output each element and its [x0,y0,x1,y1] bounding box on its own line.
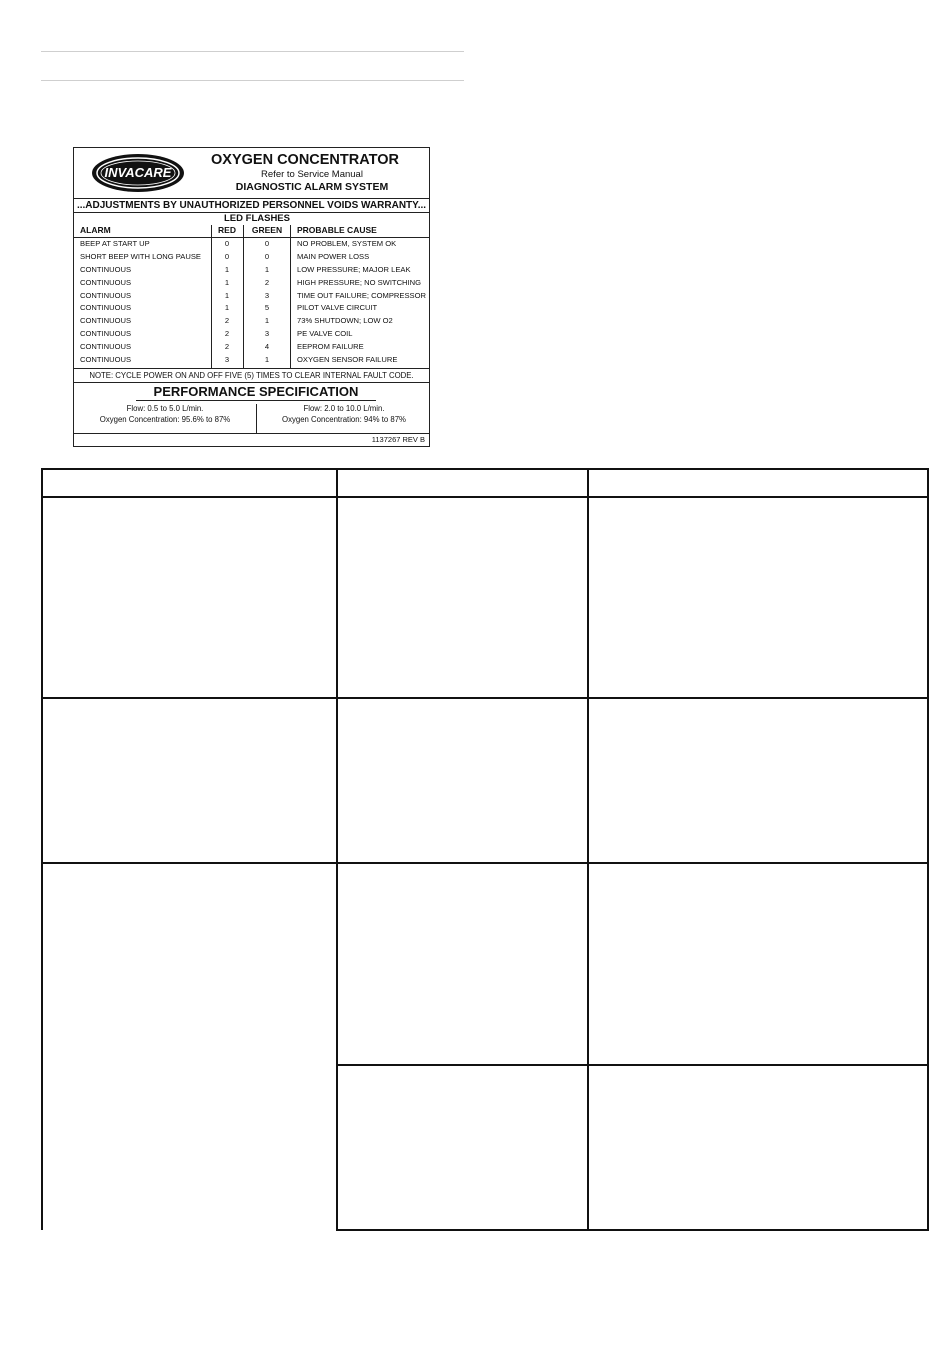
warranty-warning: ...ADJUSTMENTS BY UNAUTHORIZED PERSONNEL VOIDS WARRANTY... [74,198,429,213]
table-col-border [336,468,338,1231]
diagnostic-label [73,147,430,447]
green-flashes: 1 [264,264,270,274]
red-flashes: 2 [224,316,230,326]
invacare-logo [90,153,186,193]
spec-right [256,404,431,434]
alarm-row [74,251,429,264]
probable-cause: PE VALVE COIL [297,329,353,339]
part-number: 1137267 REV B [371,435,425,444]
red-flashes: 2 [224,329,230,339]
table-row-border [41,697,929,699]
alarm-row [74,354,429,367]
green-flashes: 0 [264,251,270,261]
red-flashes: 0 [224,239,230,248]
alarm-row [74,290,429,303]
alarm-row [74,238,429,251]
spec-rule [74,433,429,434]
red-flashes: 1 [224,303,230,313]
table-left-border [41,468,43,1230]
green-flashes: 5 [264,303,270,313]
note-rule [74,382,429,383]
col-header-green: GREEN [251,225,283,235]
table-header-cell [589,470,927,496]
col-header-cause: PROBABLE CAUSE [297,225,377,235]
probable-cause: MAIN POWER LOSS [297,251,370,261]
alarm-type: CONTINUOUS [80,316,132,326]
alarm-type: CONTINUOUS [80,277,132,287]
green-flashes: 2 [264,277,270,287]
green-flashes: 1 [264,316,270,326]
label-title: OXYGEN CONCENTRATOR [211,152,399,168]
red-flashes: 1 [224,290,230,300]
spec-left-concentration: Oxygen Concentration: 95.6% to 87% [99,414,231,424]
red-flashes: 3 [224,355,230,365]
table-right-border [927,468,929,1231]
label-subtitle: Refer to Service Manual [261,169,363,180]
red-flashes: 1 [224,277,230,287]
probable-cause: NO PROBLEM, SYSTEM OK [297,239,397,248]
alarm-row [74,302,429,315]
table-header-cell [43,470,336,496]
alarm-type: CONTINUOUS [80,329,132,339]
label-header [74,148,429,199]
probable-cause: HIGH PRESSURE; NO SWITCHING [297,277,422,287]
alarm-type: BEEP AT START UP [80,239,150,248]
red-flashes: 1 [224,264,230,274]
performance-title: PERFORMANCE SPECIFICATION [136,384,376,401]
table-header-cell [338,470,587,496]
spec-right-concentration: Oxygen Concentration: 94% to 87% [282,414,406,424]
table-row-border [41,862,929,864]
alarm-type: SHORT BEEP WITH LONG PAUSE [80,251,201,261]
logo-text: INVACARE [104,165,172,180]
alarm-type: CONTINUOUS [80,355,132,365]
alarm-table-body [74,238,429,367]
alarm-row [74,328,429,341]
probable-cause: LOW PRESSURE; MAJOR LEAK [297,264,411,274]
fault-code-note: NOTE: CYCLE POWER ON AND OFF FIVE (5) TIMES TO CLEAR INTERNAL FAULT CODE. [89,371,414,380]
alarm-row [74,315,429,328]
probable-cause: TIME OUT FAILURE; COMPRESSOR [297,290,426,300]
red-flashes: 2 [224,342,230,352]
spec-right-flow: Flow: 2.0 to 10.0 L/min. [303,404,385,413]
top-divider-1 [41,51,464,52]
alarm-type: CONTINUOUS [80,290,132,300]
green-flashes: 1 [264,355,270,365]
green-flashes: 3 [264,329,270,339]
col-header-red: RED [218,225,236,235]
green-flashes: 0 [264,239,270,248]
top-divider-2 [41,80,464,81]
table-row-border [336,1064,929,1066]
spec-left-flow: Flow: 0.5 to 5.0 L/min. [126,404,204,413]
probable-cause: OXYGEN SENSOR FAILURE [297,355,398,365]
red-flashes: 0 [224,251,230,261]
alarm-type: CONTINUOUS [80,342,132,352]
label-system: DIAGNOSTIC ALARM SYSTEM [235,181,389,193]
table-col-border [587,468,589,1231]
table-header-border [41,496,929,498]
probable-cause: 73% SHUTDOWN; LOW O2 [297,316,393,326]
spec-left [74,404,256,434]
green-flashes: 3 [264,290,270,300]
col-header-alarm: ALARM [80,225,111,235]
probable-cause: EEPROM FAILURE [297,342,364,352]
alarm-type: CONTINUOUS [80,303,132,313]
table-bottom-border [336,1229,929,1231]
alarm-row [74,277,429,290]
alarm-row [74,341,429,354]
probable-cause: PILOT VALVE CIRCUIT [297,303,378,313]
led-flashes-heading: LED FLASHES [224,213,290,224]
green-flashes: 4 [264,342,270,352]
alarm-row [74,264,429,277]
alarm-type: CONTINUOUS [80,264,132,274]
